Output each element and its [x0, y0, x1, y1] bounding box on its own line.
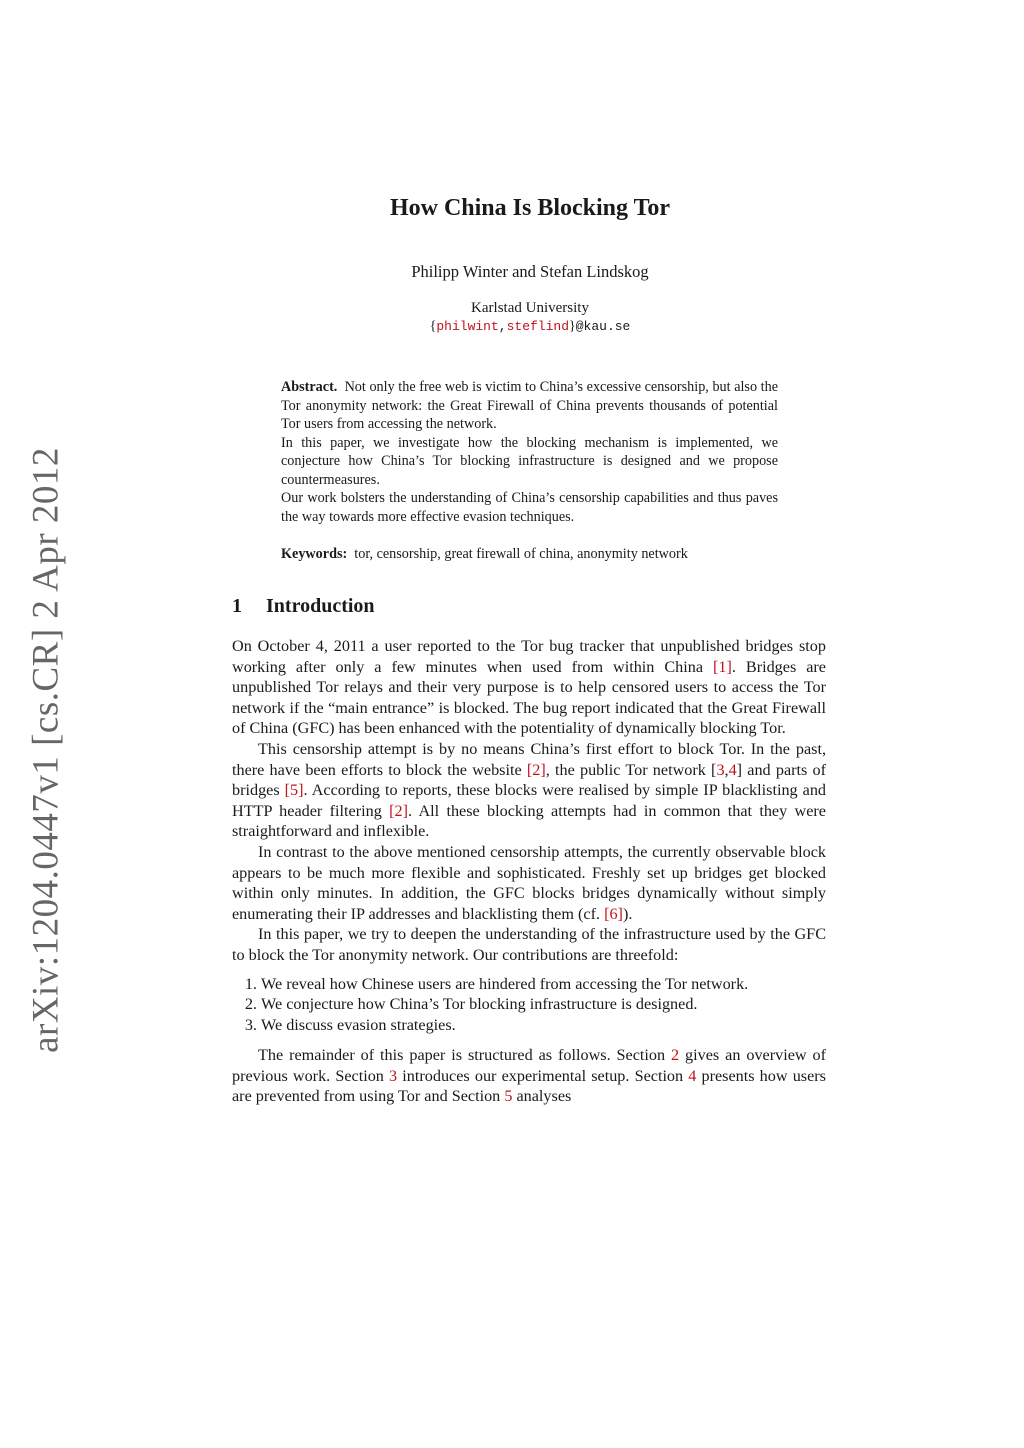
- list-item: 1. We reveal how Chinese users are hindered from accessing the Tor network.: [261, 974, 826, 995]
- keywords-text: tor, censorship, great firewall of china, anonymity network: [354, 546, 688, 562]
- paper-authors: Philipp Winter and Stefan Lindskog: [411, 262, 649, 281]
- section-link[interactable]: 2: [671, 1046, 680, 1065]
- section-link[interactable]: 4: [688, 1066, 697, 1085]
- abstract-paragraph: Our work bolsters the understanding of China’s censorship capabilities and thus paves the way towards more effective evasion techniques.: [281, 490, 778, 525]
- abstract-paragraph: Abstract. Not only the free web is victim to China’s excessive censorship, but also the Tor anonymity network: the Great Firewall of China prevents thousands of potential Tor users from accessing the network.: [281, 379, 778, 432]
- introduction-body: [232, 636, 826, 1107]
- body-paragraph: The remainder of this paper is structured as follows. Section 2 gives an overview of previous work. Section 3 introduces our experimental setup. Section 4 presents how users are prevented from using Tor and Section 5 analyses: [232, 1046, 826, 1106]
- email-user-philwint[interactable]: philwint: [436, 319, 499, 334]
- email-domain: @kau.se: [575, 319, 631, 334]
- citation-link[interactable]: [6]: [604, 904, 623, 923]
- list-item: 2. We conjecture how China’s Tor blocking infrastructure is designed.: [261, 994, 826, 1015]
- abstract-paragraph: In this paper, we investigate how the blocking mechanism is implemented, we conjecture how China’s Tor blocking infrastructure is designed and we propose countermeasures.: [281, 434, 778, 488]
- citation-link[interactable]: 4: [728, 760, 737, 779]
- section-heading-introduction: [232, 595, 375, 618]
- section-link[interactable]: 3: [389, 1066, 398, 1085]
- body-paragraph: In contrast to the above mentioned censorship attempts, the currently observable block appears to be much more flexible and sophisticated. Freshly set up bridges get blocked within only minutes. In addition, the GFC blocks bridges dynamically without simply enumerating their IP addresses and blacklisting them (cf. [6]).: [232, 842, 826, 923]
- citation-link[interactable]: [2]: [389, 801, 408, 820]
- keywords: [281, 546, 791, 563]
- section-link[interactable]: 5: [504, 1087, 513, 1106]
- body-paragraph: This censorship attempt is by no means China’s first effort to block Tor. In the past, there have been efforts to block the website [2], the public Tor network [3,4] and parts of bridges [5]. According to reports, these blocks were realised by simple IP blacklisting and HTTP header filtering [2]. All these blocking attempts had in common that they were straightforward and inflexible.: [232, 739, 827, 841]
- body-paragraph: On October 4, 2011 a user reported to the Tor bug tracker that unpublished bridges stop working after only a few minutes when used from within China [1]. Bridges are unpublished Tor relays and their very purpose is to help censored users to access the Tor network if the “main entrance” is blocked. The bug report indicated that the Great Firewall of China (GFC) has been enhanced with the potentiality of dynamically blocking Tor.: [232, 637, 826, 738]
- citation-link[interactable]: [1]: [713, 657, 732, 676]
- abstract: [281, 378, 778, 526]
- arxiv-identifier: arXiv:1204.0447v1 [cs.CR] 2 Apr 2012: [25, 447, 67, 1053]
- section-number: 1: [232, 595, 242, 617]
- contributions-list: [232, 974, 826, 1036]
- citation-link[interactable]: [2]: [526, 760, 546, 779]
- author-affiliation: Karlstad University: [471, 300, 589, 316]
- paper-title: How China Is Blocking Tor: [389, 195, 671, 221]
- citation-link[interactable]: [5]: [284, 781, 304, 800]
- author-emails: {philwint,steflind}@kau.se: [429, 319, 631, 334]
- list-item: 3. We discuss evasion strategies.: [261, 1015, 826, 1036]
- email-user-steflind[interactable]: steflind: [506, 319, 570, 334]
- citation-link[interactable]: 3: [716, 760, 725, 779]
- keywords-label: Keywords:: [281, 546, 348, 562]
- body-paragraph: In this paper, we try to deepen the understanding of the infrastructure used by the GFC to block the Tor anonymity network. Our contributions are threefold:: [232, 925, 826, 964]
- section-title: Introduction: [266, 595, 375, 617]
- abstract-label: Abstract.: [281, 379, 338, 395]
